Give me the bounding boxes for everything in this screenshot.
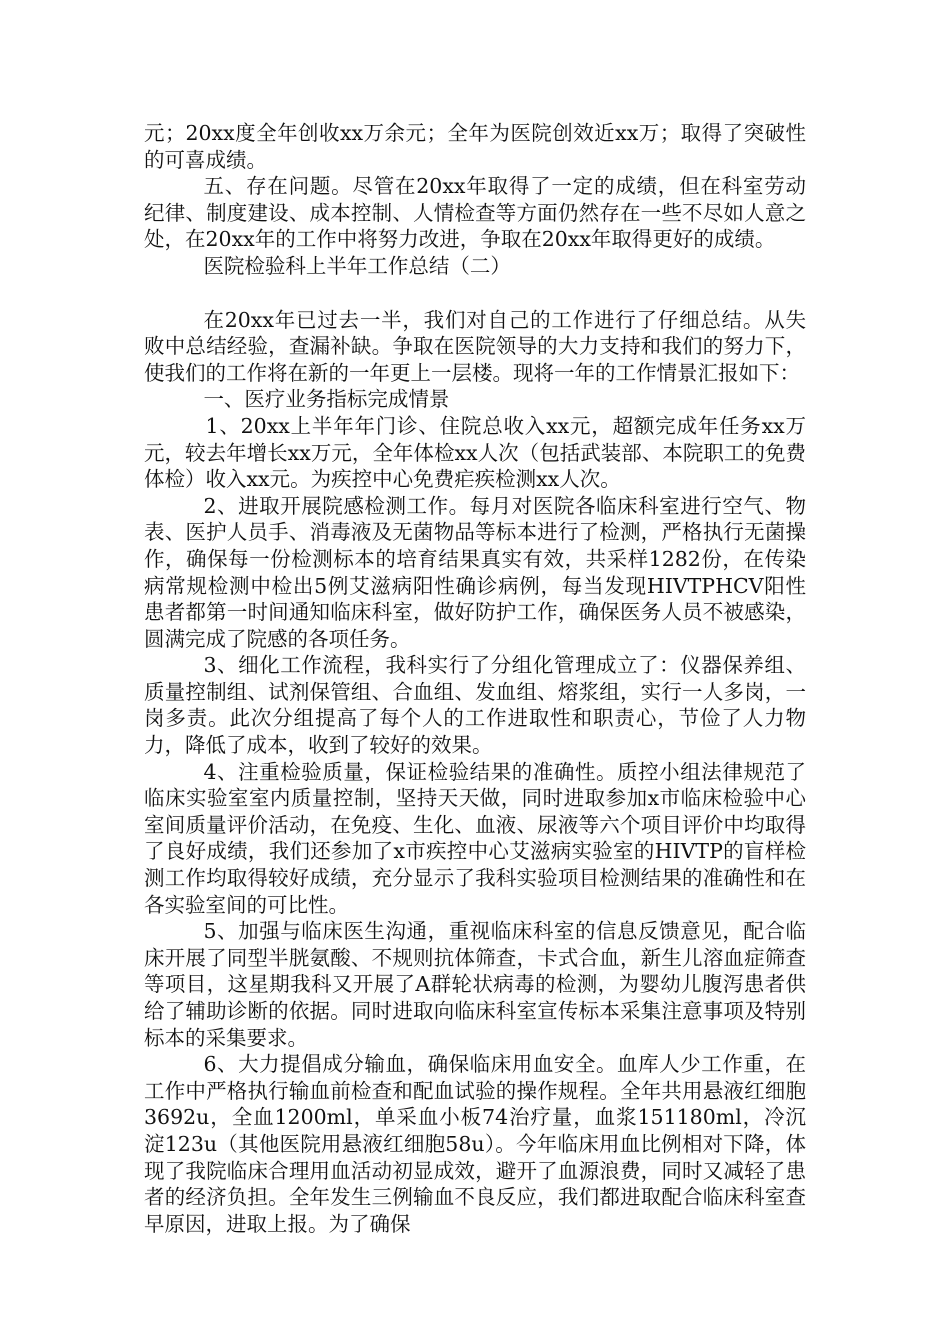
blank-line <box>144 280 806 307</box>
paragraph-item-4: 4、注重检验质量，保证检验结果的准确性。质控小组法律规范了临床实验室室内质量控制，坚持天天做，同时进取参加x市临床检验中心室间质量评价活动，在免疫、生化、血液、尿液等六个项目评价中均取得了良好成绩，我们还参加了x市疾控中心艾滋病实验室的HIVTP的盲样检测工作均取得较好成绩，充分显示了我科实验项目检测结果的准确性和在各实验室间的可比性。 <box>144 759 806 917</box>
subheading-indicators: 一、医疗业务指标完成情景 <box>203 387 450 412</box>
paragraph-item-3: 3、细化工作流程，我科实行了分组化管理成立了：仪器保养组、质量控制组、试剂保管组、合血组、发血组、熔浆组，实行一人多岗，一岗多责。此次分组提高了每个人的工作进取性和职责心，节俭了人力物力，降低了成本，收到了较好的效果。 <box>144 653 806 758</box>
paragraph-item-2: 2、进取开展院感检测工作。每月对医院各临床科室进行空气、物表、医护人员手、消毒液及无菌物品等标本进行了检测，严格执行无菌操作，确保每一份检测标本的培育结果真实有效，共采样1282份，在传染病常规检测中检出5例艾滋病阳性确诊病例，每当发现HIVTPHCV阳性患者都第一时间通知临床科室，做好防护工作，确保医务人员不被感染，圆满完成了院感的各项任务。 <box>144 493 806 651</box>
document-page <box>144 120 806 1237</box>
paragraph-item-6: 6、大力提倡成分输血，确保临床用血安全。血库人少工作重，在工作中严格执行输血前检查和配血试验的操作规程。全年共用悬液红细胞3692u，全血1200ml，单采血小板74治疗量，血浆151180ml，冷沉淀123u（其他医院用悬液红细胞58u）。今年临床用血比例相对下降，体现了我院临床合理用血活动初显成效，避开了血源浪费，同时又减轻了患者的经济负担。全年发生三例输血不良反应，我们都进取配合临床科室查早原因，进取上报。为了确保 <box>144 1052 806 1236</box>
paragraph-intro: 在20xx年已过去一半，我们对自己的工作进行了仔细总结。从失败中总结经验，查漏补缺。争取在医院领导的大力支持和我们的努力下，使我们的工作将在新的一年更上一层楼。现将一年的工作情景汇报如下： <box>144 307 806 385</box>
paragraph-problems: 五、存在问题。尽管在20xx年取得了一定的成绩，但在科室劳动纪律、制度建设、成本控制、人情检查等方面仍然存在一些不尽如人意之处，在20xx年的工作中将努力改进，争取在20xx年取得更好的成绩。 <box>144 174 806 252</box>
paragraph-continuation: 元；20xx度全年创收xx万余元；全年为医院创效近xx万；取得了突破性的可喜成绩。 <box>144 121 806 172</box>
paragraph-item-1: 1、20xx上半年年门诊、住院总收入xx元，超额完成年任务xx万元，较去年增长xx万元，全年体检xx人次（包括武装部、本院职工的免费体检）收入xx元。为疾控中心免费疟疾检测xx人次。 <box>144 413 806 492</box>
paragraph-item-5: 5、加强与临床医生沟通，重视临床科室的信息反馈意见，配合临床开展了同型半胱氨酸、不规则抗体筛查，卡式合血，新生儿溶血症筛查等项目，这星期我科又开展了A群轮状病毒的检测，为婴幼儿腹泻患者供给了辅助诊断的依据。同时进取向临床科室宣传标本采集注意事项及特别标本的采集要求。 <box>144 919 806 1050</box>
section-title: 医院检验科上半年工作总结（二） <box>203 253 511 278</box>
